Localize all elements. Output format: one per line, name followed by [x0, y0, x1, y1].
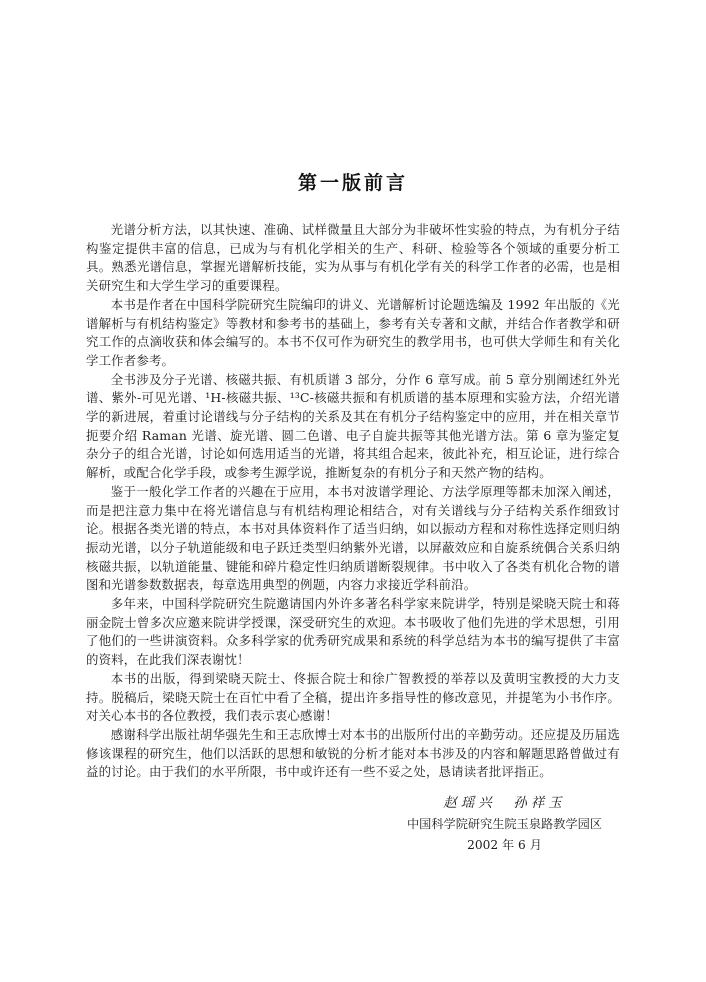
preface-body	[86, 221, 620, 782]
paragraph-1: 光谱分析方法，以其快速、准确、试样微量且大部分为非破坏性实验的特点，为有机分子结构鉴定提供丰富的信息，已成为与有机化学相关的生产、科研、检验等各个领域的重要分析工具。熟悉光谱信息，掌握光谱解析技能，实为从事与有机化学有关的科学工作者的必需，也是相关研究生和大学生学习的重要课程。	[86, 222, 620, 294]
affiliation-line: 中国科学院研究生院玉泉路教学园区	[407, 817, 602, 832]
author-signature: 赵瑶兴 孙祥玉	[443, 795, 566, 812]
paragraph-4: 鉴于一般化学工作者的兴趣在于应用，本书对波谱学理论、方法学原理等都未加深入阐述，而是把注意力集中在将光谱信息与有机结构理论相结合，对有关谱线与分子结构关系作细致讨论。根据各类光谱的特点，本书对具体资料作了适当归纳，如以振动方程和对称性选择定则归纳振动光谱，以分子轨道能级和电子跃迁类型归纳紫外光谱，以屏蔽效应和自旋系统偶合关系归纳核磁共振，以轨道能量、键能和碎片稳定性归纳质谱断裂规律。书中收入了各类有机化合物的谱图和光谱参数数据表，每章选用典型的例题，内容力求接近学科前沿。	[86, 483, 620, 593]
paragraph-2: 本书是作者在中国科学院研究生院编印的讲义、光谱解析讨论题选编及 1992 年出版的《光谱解析与有机结构鉴定》等教材和参考书的基础上，参考有关专著和文献，并结合作者教学和研究工作的点滴收获和体会编写的。本书不仅可作为研究生的教学用书，也可供大学师生和有关化学工作者参考。	[86, 296, 620, 368]
signature-block	[86, 792, 620, 856]
paragraph-6: 本书的出版，得到梁晓天院士、佟振合院士和徐广智教授的举荐以及黄明宝教授的大力支持。脱稿后，梁晓天院士在百忙中看了全稿，提出许多指导性的修改意见，并提笔为小书作序。对关心本书的各位教授，我们表示衷心感谢！	[86, 670, 620, 724]
publication-date: 2002 年 6 月	[467, 838, 542, 853]
paragraph-7: 感谢科学出版社胡华强先生和王志欣博士对本书的出版所付出的辛勤劳动。还应提及历届选修该课程的研究生，他们以活跃的思想和敏锐的分析才能对本书涉及的内容和解题思路曾做过有益的讨论。由于我们的水平所限，书中或许还有一些不妥之处，恳请读者批评指正。	[86, 726, 620, 780]
paragraph-5: 多年来，中国科学院研究生院邀请国内外许多著名科学家来院讲学，特别是梁晓天院士和蒋丽金院士曾多次应邀来院讲学授课，深受研究生的欢迎。本书吸收了他们先进的学术思想，引用了他们的一些讲演资料。众多科学家的优秀研究成果和系统的科学总结为本书的编写提供了丰富的资料，在此我们深表谢忱！	[86, 596, 620, 668]
signature-inner	[407, 792, 602, 856]
page-title: 第一版前言	[297, 172, 408, 194]
paragraph-3: 全书涉及分子光谱、核磁共振、有机质谱 3 部分，分作 6 章写成。前 5 章分别阐述红外光谱、紫外-可见光谱、¹H-核磁共振、¹³C-核磁共振和有机质谱的基本原理和实验方法，介绍光谱学的新进展，着重讨论谱线与分子结构的关系及其在有机分子结构鉴定中的应用，并在相关章节扼要介绍 Raman 光谱、旋光谱、圆二色谱、电子自旋共振等其他光谱方法。第 6 章为鉴定复杂分子的组合光谱，讨论如何选用适当的光谱，将其组合起来，彼此补充，相互论证，进行综合解析，或配合化学手段，或参考生源学说，推断复杂的有机分子和天然产物的结构。	[86, 371, 620, 481]
